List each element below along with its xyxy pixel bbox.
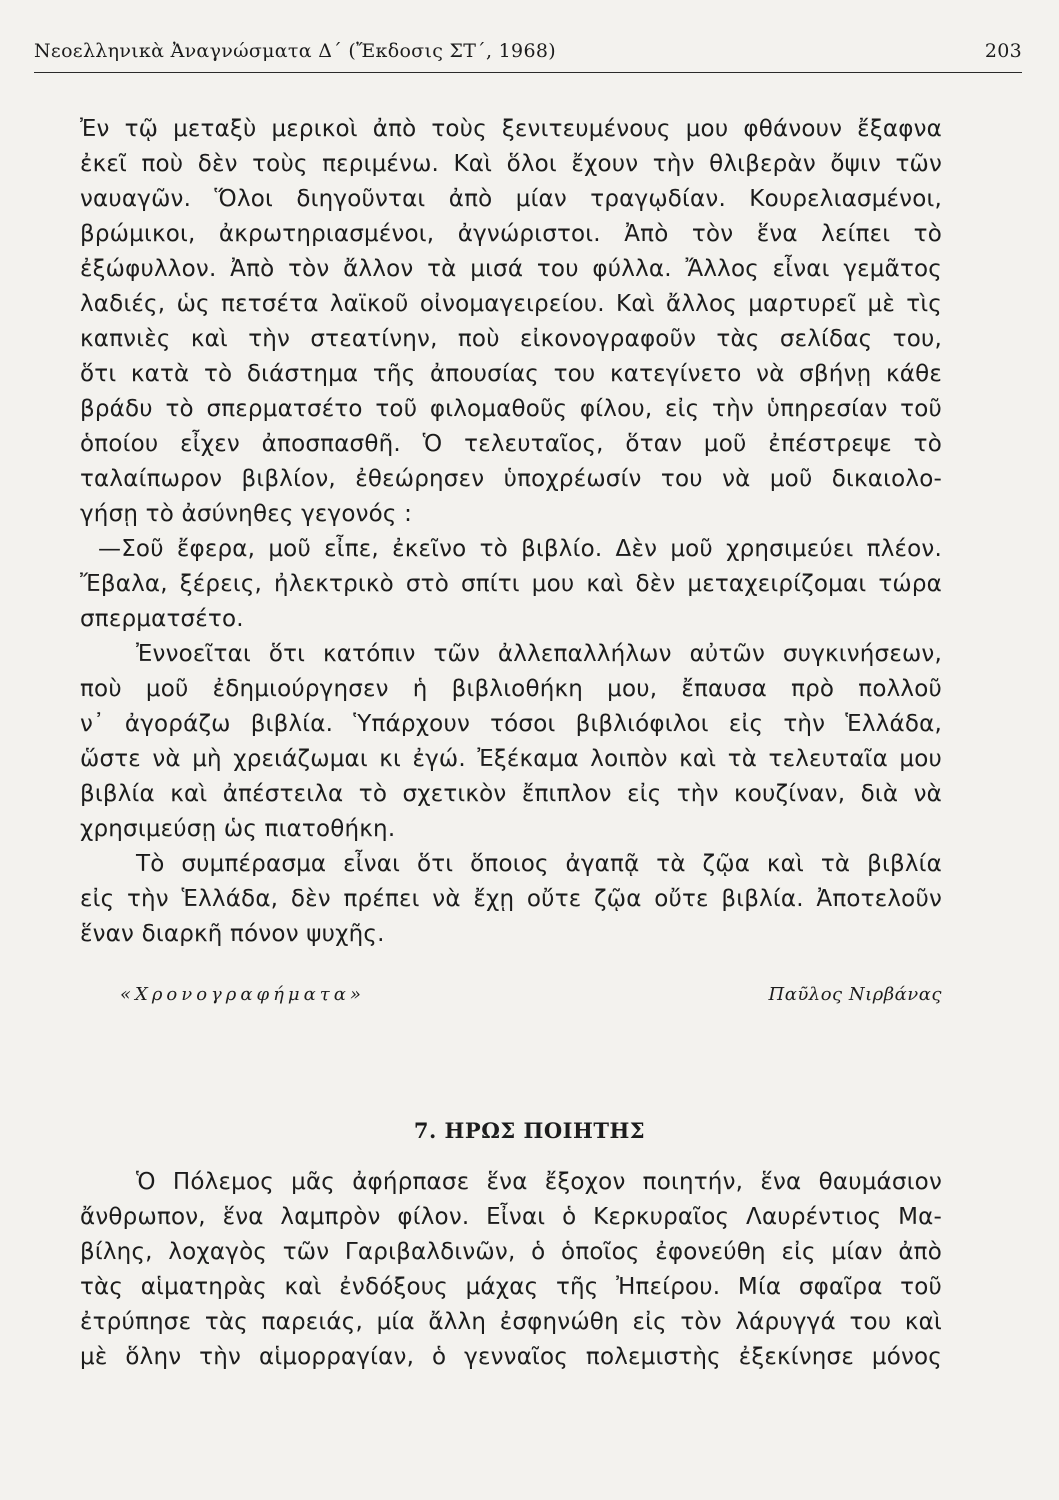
- running-head-title: Νεοελληνικὰ Ἀναγνώσματα Δ΄ (Ἔκδοσις ΣΤ΄, 1968): [34, 40, 556, 62]
- attribution-author: Παῦλος Νιρβάνας: [768, 984, 942, 1005]
- text-line: ὅτι κατὰ τὸ διάστημα τῆς ἀπουσίας του κατεγίνετο νὰ σβήνῃ κάθε: [80, 361, 942, 387]
- text-line: ἄνθρωπον, ἕνα λαμπρὸν φίλον. Εἶναι ὁ Κερκυραῖος Λαυρέντιος Μα-: [80, 1204, 942, 1230]
- text-line: ἐξώφυλλον. Ἀπὸ τὸν ἄλλον τὰ μισά του φύλλα. Ἄλλος εἶναι γεμᾶτος: [80, 256, 942, 282]
- paragraph-start-line: Ὁ Πόλεμος μᾶς ἀφήρπασε ἕνα ἔξοχον ποιητήν, ἕνα θαυμάσιον: [136, 1169, 942, 1195]
- section-text: [80, 1165, 942, 1375]
- page-number: 203: [984, 40, 1022, 62]
- attribution: [120, 984, 942, 1014]
- passage-text: [80, 112, 942, 952]
- attribution-source: «Χρονογραφήματα»: [120, 984, 365, 1005]
- text-line: ἐκεῖ ποὺ δὲν τοὺς περιμένω. Καὶ ὅλοι ἔχουν τὴν θλιβερὰν ὄψιν τῶν: [80, 151, 942, 177]
- text-line: τὰς αἱματηρὰς καὶ ἐνδόξους μάχας τῆς Ἠπείρου. Μία σφαῖρα τοῦ: [80, 1274, 942, 1300]
- text-line: ἐτρύπησε τὰς παρειάς, μία ἄλλη ἐσφηνώθη εἰς τὸν λάρυγγά του καὶ: [80, 1309, 942, 1335]
- text-line: ναυαγῶν. Ὅλοι διηγοῦνται ἀπὸ μίαν τραγῳδίαν. Κουρελιασμένοι,: [80, 186, 942, 212]
- text-line: ἕναν διαρκῆ πόνον ψυχῆς.: [80, 921, 385, 947]
- text-line: εἰς τὴν Ἑλλάδα, δὲν πρέπει νὰ ἔχῃ οὔτε ζῷα οὔτε βιβλία. Ἀποτελοῦν: [80, 886, 942, 912]
- text-line: λαδιές, ὡς πετσέτα λαϊκοῦ οἰνομαγειρείου. Καὶ ἄλλος μαρτυρεῖ μὲ τὶς: [80, 291, 942, 317]
- text-line: σπερματσέτο.: [80, 606, 244, 632]
- section-heading: 7. ΗΡΩΣ ΠΟΙΗΤΗΣ: [413, 1118, 646, 1143]
- text-line: ὥστε νὰ μὴ χρειάζωμαι κι ἐγώ. Ἐξέκαμα λοιπὸν καὶ τὰ τελευταῖα μου: [80, 746, 942, 772]
- text-line: μὲ ὅλην τὴν αἱμορραγίαν, ὁ γενναῖος πολεμιστὴς ἐξεκίνησε μόνος: [80, 1344, 942, 1370]
- text-line: καπνιὲς καὶ τὴν στεατίνην, ποὺ εἰκονογραφοῦν τὰς σελίδας του,: [80, 326, 942, 352]
- text-line: Ἔβαλα, ξέρεις, ἠλεκτρικὸ στὸ σπίτι μου καὶ δὲν μεταχειρίζομαι τώρα: [80, 571, 942, 597]
- text-line: βιβλία καὶ ἀπέστειλα τὸ σχετικὸν ἔπιπλον εἰς τὴν κουζίναν, διὰ νὰ: [80, 781, 942, 807]
- text-line: ν᾽ ἀγοράζω βιβλία. Ὑπάρχουν τόσοι βιβλιόφιλοι εἰς τὴν Ἑλλάδα,: [80, 711, 942, 737]
- text-line: βρώμικοι, ἀκρωτηριασμένοι, ἀγνώριστοι. Ἀπὸ τὸν ἕνα λείπει τὸ: [80, 221, 942, 247]
- text-line: χρησιμεύσῃ ὡς πιατοθήκη.: [80, 816, 396, 842]
- paragraph-start-line: Τὸ συμπέρασμα εἶναι ὅτι ὅποιος ἀγαπᾷ τὰ ζῷα καὶ τὰ βιβλία: [136, 851, 942, 877]
- text-line: ποὺ μοῦ ἐδημιούργησεν ἡ βιβλιοθήκη μου, ἔπαυσα πρὸ πολλοῦ: [80, 676, 942, 702]
- paragraph-start-line: Ἐννοεῖται ὅτι κατόπιν τῶν ἀλλεπαλλήλων αὐτῶν συγκινήσεων,: [136, 641, 942, 667]
- text-line: βίλης, λοχαγὸς τῶν Γαριβαλδινῶν, ὁ ὁποῖος ἐφονεύθη εἰς μίαν ἀπὸ: [80, 1239, 942, 1265]
- text-line: γήσῃ τὸ ἀσύνηθες γεγονός :: [80, 501, 413, 527]
- text-line: Ἐν τῷ μεταξὺ μερικοὶ ἀπὸ τοὺς ξενιτευμένους μου φθάνουν ἔξαφνα: [80, 116, 942, 142]
- text-line: βράδυ τὸ σπερματσέτο τοῦ φιλομαθοῦς φίλου, εἰς τὴν ὑπηρεσίαν τοῦ: [80, 396, 942, 422]
- dialogue-line: —Σοῦ ἔφερα, μοῦ εἶπε, ἐκεῖνο τὸ βιβλίο. Δὲν μοῦ χρησιμεύει πλέον.: [98, 536, 942, 562]
- text-line: ὁποίου εἶχεν ἀποσπασθῆ. Ὁ τελευταῖος, ὅταν μοῦ ἐπέστρεψε τὸ: [80, 431, 942, 457]
- text-line: ταλαίπωρον βιβλίον, ἐθεώρησεν ὑποχρέωσίν του νὰ μοῦ δικαιολο-: [80, 466, 942, 492]
- header-rule: [34, 72, 1022, 73]
